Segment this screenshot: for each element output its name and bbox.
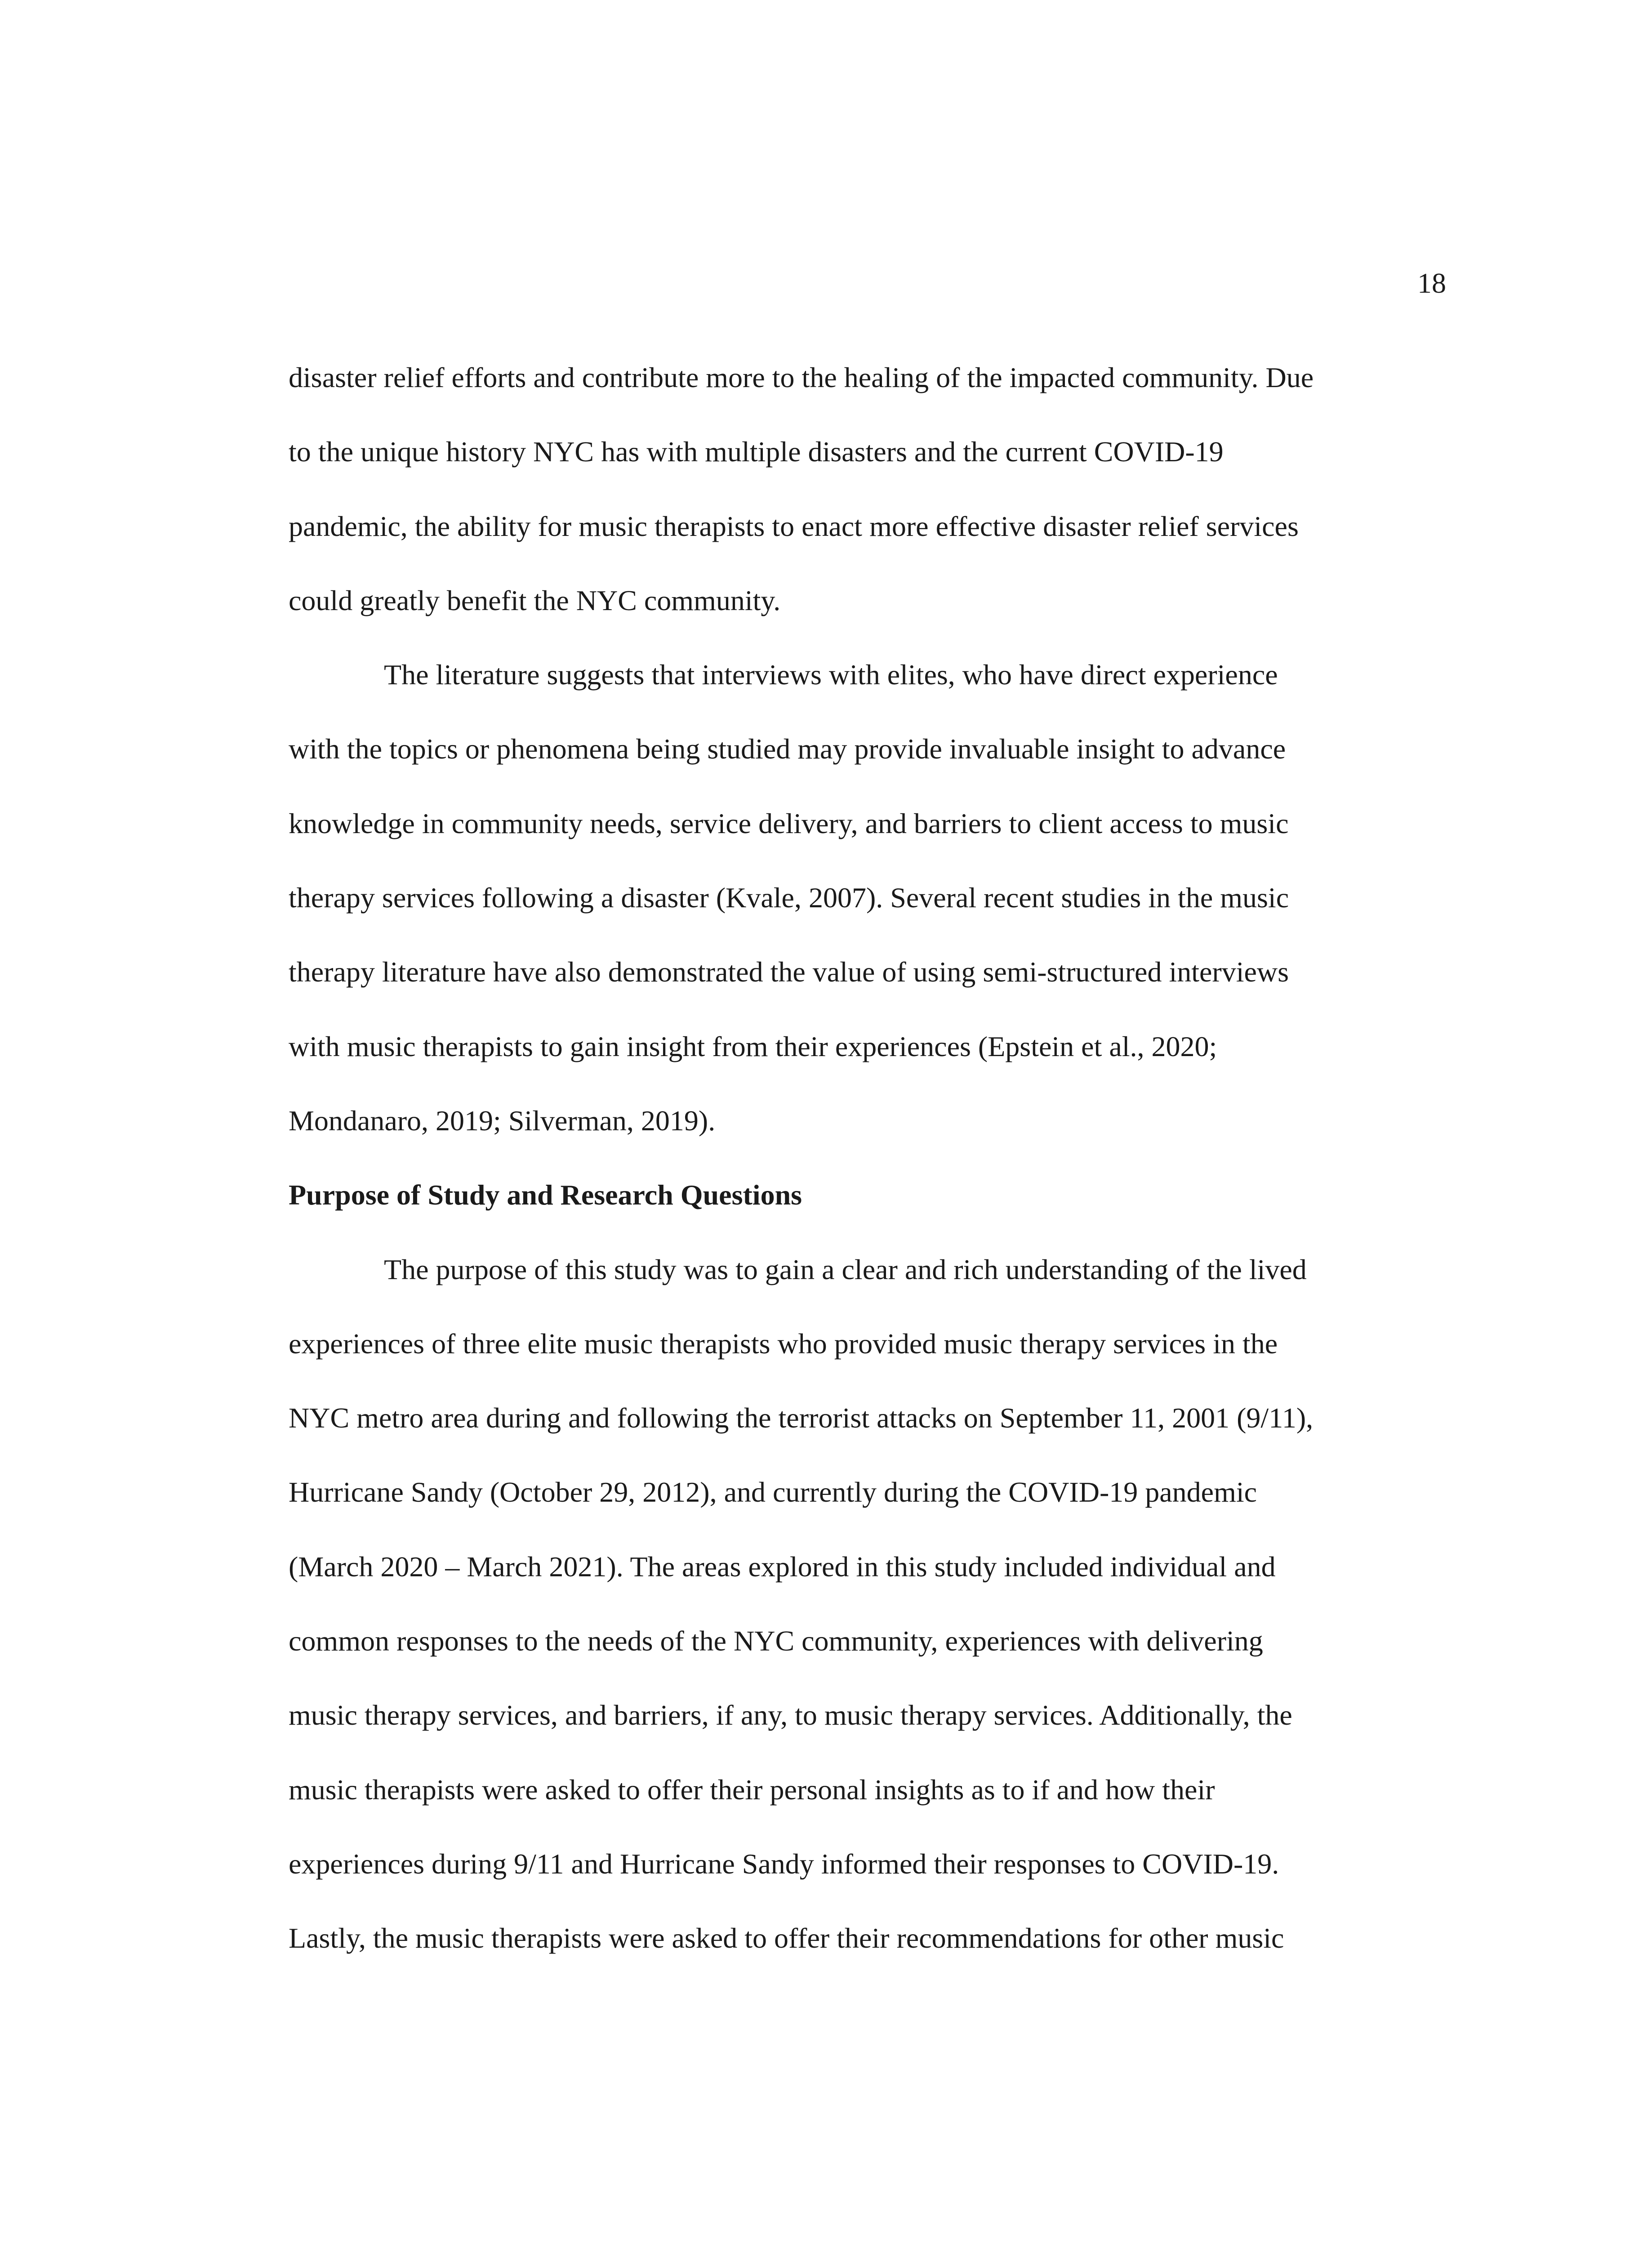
paragraph-continuation bbox=[289, 363, 1430, 660]
text-line: disaster relief efforts and contribute more to the healing of the impacted community. Due bbox=[289, 361, 1314, 393]
text-line: The purpose of this study was to gain a clear and rich understanding of the lived bbox=[384, 1253, 1307, 1285]
text-line: therapy literature have also demonstrated the value of using semi-structured interviews bbox=[289, 956, 1289, 988]
text-line: Mondanaro, 2019; Silverman, 2019). bbox=[289, 1104, 716, 1137]
text-line: NYC metro area during and following the terrorist attacks on September 11, 2001 (9/11), bbox=[289, 1402, 1314, 1434]
text-line: experiences of three elite music therapists who provided music therapy services in the bbox=[289, 1327, 1278, 1360]
text-line: therapy services following a disaster (Kvale, 2007). Several recent studies in the music bbox=[289, 882, 1289, 914]
text-line: could greatly benefit the NYC community. bbox=[289, 584, 781, 616]
text-line: with music therapists to gain insight from their experiences (Epstein et al., 2020; bbox=[289, 1030, 1217, 1062]
text-line: with the topics or phenomena being studied may provide invaluable insight to advance bbox=[289, 733, 1286, 765]
text-line: Hurricane Sandy (October 29, 2012), and currently during the COVID-19 pandemic bbox=[289, 1476, 1257, 1508]
paragraph-purpose bbox=[289, 1255, 1430, 1998]
text-line: experiences during 9/11 and Hurricane Sandy informed their responses to COVID-19. bbox=[289, 1847, 1279, 1880]
text-line: music therapy services, and barriers, if any, to music therapy services. Additionally, the bbox=[289, 1699, 1292, 1731]
text-line: pandemic, the ability for music therapists to enact more effective disaster relief services bbox=[289, 510, 1299, 542]
text-line: The literature suggests that interviews with elites, who have direct experience bbox=[384, 659, 1278, 691]
text-line: common responses to the needs of the NYC community, experiences with delivering bbox=[289, 1625, 1263, 1657]
text-line: music therapists were asked to offer their personal insights as to if and how their bbox=[289, 1773, 1215, 1806]
text-line: (March 2020 – March 2021). The areas explored in this study included individual and bbox=[289, 1550, 1276, 1583]
text-line: knowledge in community needs, service delivery, and barriers to client access to music bbox=[289, 807, 1289, 839]
document-body bbox=[289, 363, 1430, 1998]
section-heading: Purpose of Study and Research Questions bbox=[289, 1179, 802, 1211]
page-number: 18 bbox=[1417, 267, 1446, 299]
paragraph-literature bbox=[289, 660, 1430, 1181]
text-line: Lastly, the music therapists were asked to offer their recommendations for other music bbox=[289, 1922, 1284, 1954]
text-line: to the unique history NYC has with multiple disasters and the current COVID-19 bbox=[289, 436, 1224, 468]
